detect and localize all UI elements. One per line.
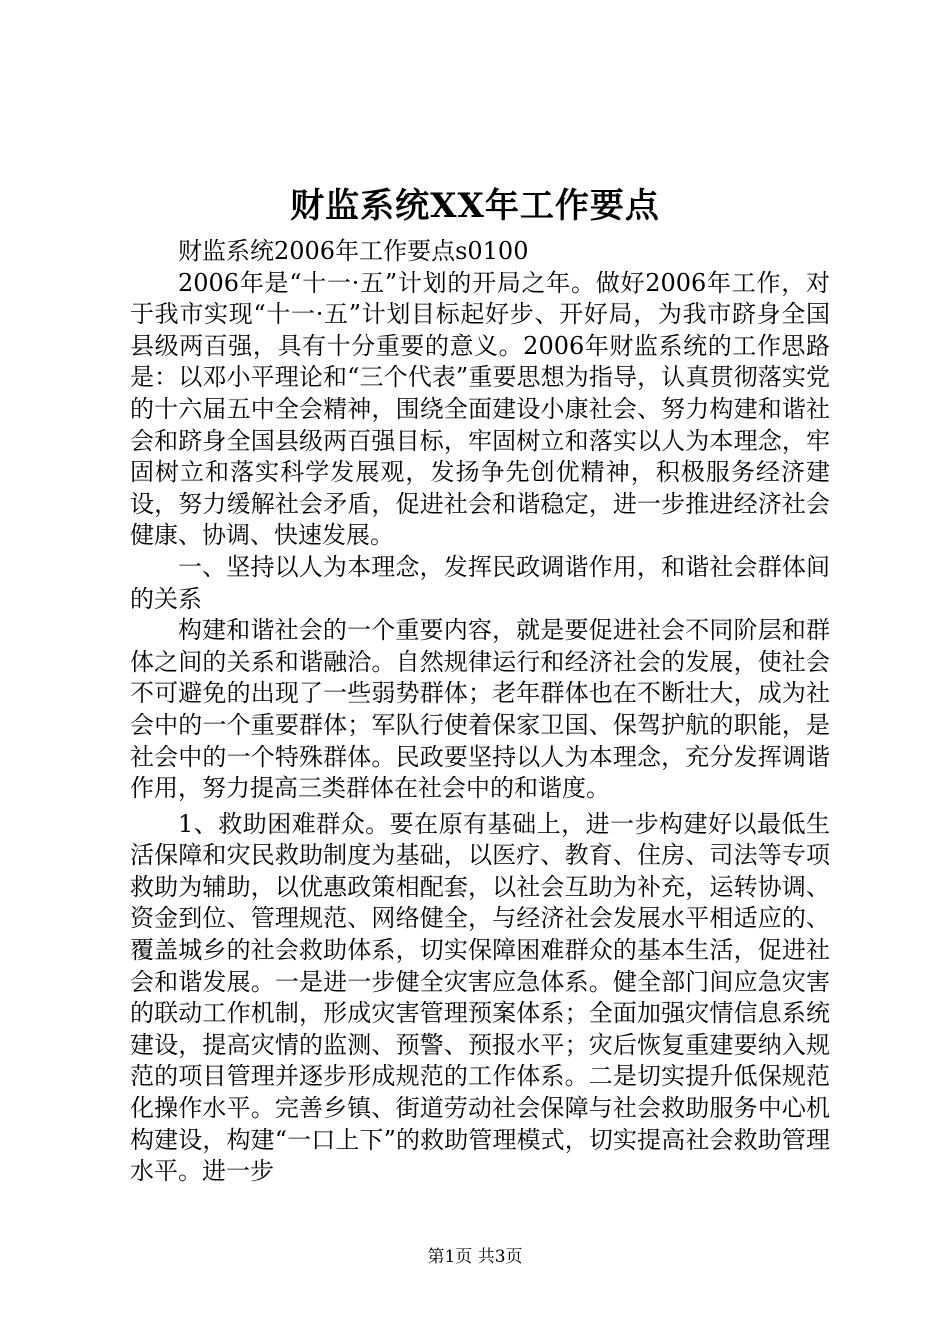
section-heading-1: 一、坚持以人为本理念，发挥民政调谐作用，和谐社会群体间的关系 bbox=[130, 552, 830, 613]
paragraph-item-1: 1、救助困难群众。要在原有基础上，进一步构建好以最低生活保障和灾民救助制度为基础，以医疗、教育、住房、司法等专项救助为辅助，以优惠政策相配套，以社会互助为补充，运转协调、资金到位、管理规范、网络健全，与经济社会发展水平相适应的、覆盖城乡的社会救助体系，切实保障困难群众的基本生活，促进社会和谐发展。一是进一步健全灾害应急体系。健全部门间应急灾害的联动工作机制，形成灾害管理预案体系；全面加强灾情信息系统建设，提高灾情的监测、预警、预报水平；灾后恢复重建要纳入规范的项目管理并逐步形成规范的工作体系。二是切实提升低保规范化操作水平。完善乡镇、街道劳动社会保障与社会救助服务中心机构建设，构建“一口上下”的救助管理模式，切实提高社会救助管理水平。进一步 bbox=[130, 809, 830, 1186]
paragraph-intro: 2006年是“十一·五”计划的开局之年。做好2006年工作，对于我市实现“十一·五”计划目标起好步、开好局，为我市跻身全国县级两百强，具有十分重要的意义。2006年财监系统的工作思路是：以邓小平理论和“三个代表”重要思想为指导，认真贯彻落实党的十六届五中全会精神，围绕全面建设小康社会、努力构建和谐社会和跻身全国县级两百强目标，牢固树立和落实以人为本理念，牢固树立和落实科学发展观，发扬争先创优精神，积极服务经济建设，努力缓解社会矛盾，促进社会和谐稳定，进一步推进经济社会健康、协调、快速发展。 bbox=[130, 268, 830, 550]
document-body bbox=[130, 236, 830, 1188]
paragraph-section-1: 构建和谐社会的一个重要内容，就是要促进社会不同阶层和群体之间的关系和谐融洽。自然规律运行和经济社会的发展，使社会不可避免的出现了一些弱势群体；老年群体也在不断壮大，成为社会中的一个重要群体；军队行使着保家卫国、保驾护航的职能，是社会中的一个特殊群体。民政要坚持以人为本理念，充分发挥调谐作用，努力提高三类群体在社会中的和谐度。 bbox=[130, 616, 830, 803]
paragraph-subtitle: 财监系统2006年工作要点s0100 bbox=[178, 237, 529, 265]
document-title: 财监系统XX年工作要点 bbox=[290, 186, 660, 226]
page-number: 第1页 共3页 bbox=[427, 1247, 523, 1267]
